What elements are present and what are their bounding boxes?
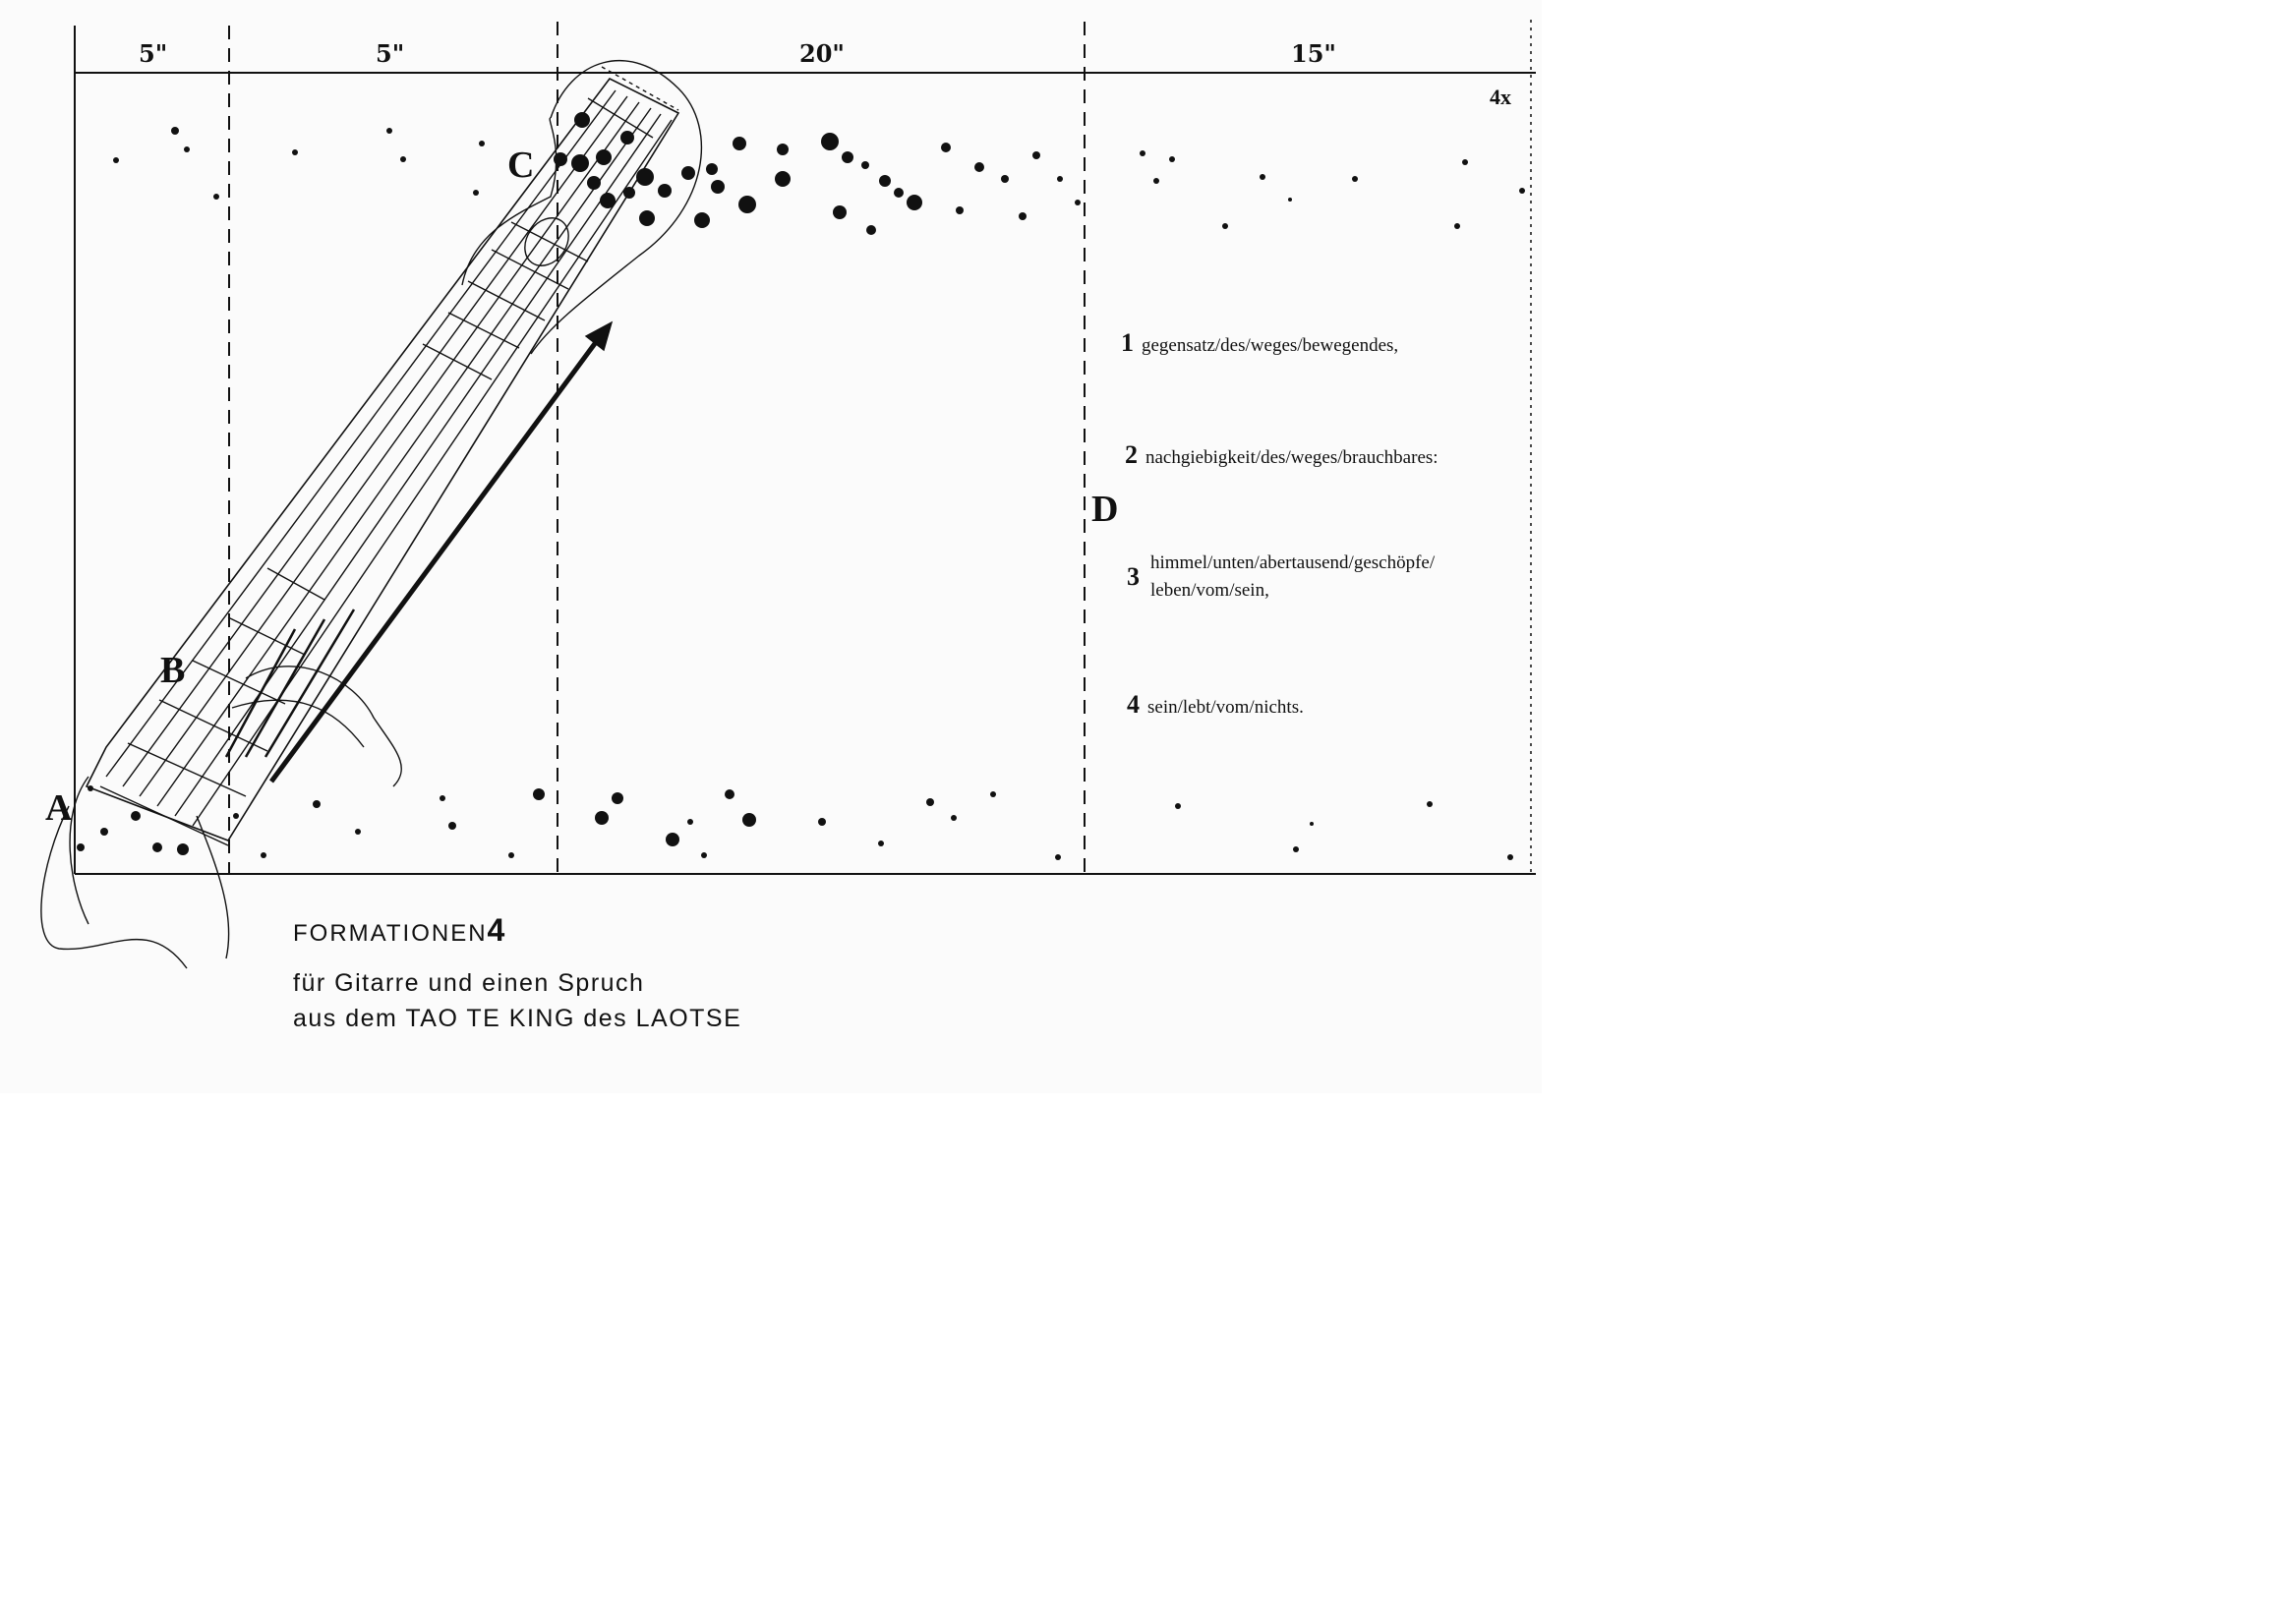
text-line-4 [1127, 690, 1304, 720]
piece-title-text: FORMATIONEN [293, 920, 488, 947]
subtitle-line-1: für Gitarre und einen Spruch [293, 969, 645, 997]
text-line-2 [1125, 440, 1439, 470]
segment-duration-2: 5" [376, 39, 405, 68]
marker-b: B [160, 650, 186, 691]
segment-duration-1: 5" [139, 39, 168, 68]
text-line-3-number: 3 [1127, 562, 1140, 591]
lower-dot-formation [77, 785, 1513, 860]
segment-duration-3: 20" [799, 39, 845, 68]
marker-a: A [45, 787, 73, 829]
piece-title-number: 4 [487, 912, 505, 948]
text-line-3-text-continued: leben/vom/sein, [1150, 580, 1269, 601]
text-line-3 [1127, 552, 1435, 602]
repeat-label: 4x [1490, 85, 1511, 109]
text-line-1-number: 1 [1121, 328, 1134, 357]
marker-d: D [1091, 489, 1119, 530]
subtitle-line-2: aus dem TAO TE KING des LAOTSE [293, 1005, 742, 1032]
text-line-4-text: sein/lebt/vom/nichts. [1147, 697, 1304, 718]
segment-duration-4: 15" [1291, 39, 1336, 68]
upper-dot-formation [113, 112, 1525, 235]
text-line-4-number: 4 [1127, 690, 1140, 719]
text-line-1 [1121, 328, 1398, 358]
text-line-2-text: nachgiebigkeit/des/weges/brauchbares: [1145, 447, 1439, 468]
score-graphic [0, 0, 1542, 1093]
piece-title [293, 912, 504, 949]
score-page [0, 0, 1542, 1093]
text-line-1-text: gegensatz/des/weges/bewegendes, [1142, 335, 1399, 356]
marker-c: C [507, 145, 535, 186]
text-line-3-text: himmel/unten/abertausend/geschöpfe/ [1150, 552, 1436, 573]
text-line-2-number: 2 [1125, 440, 1138, 469]
